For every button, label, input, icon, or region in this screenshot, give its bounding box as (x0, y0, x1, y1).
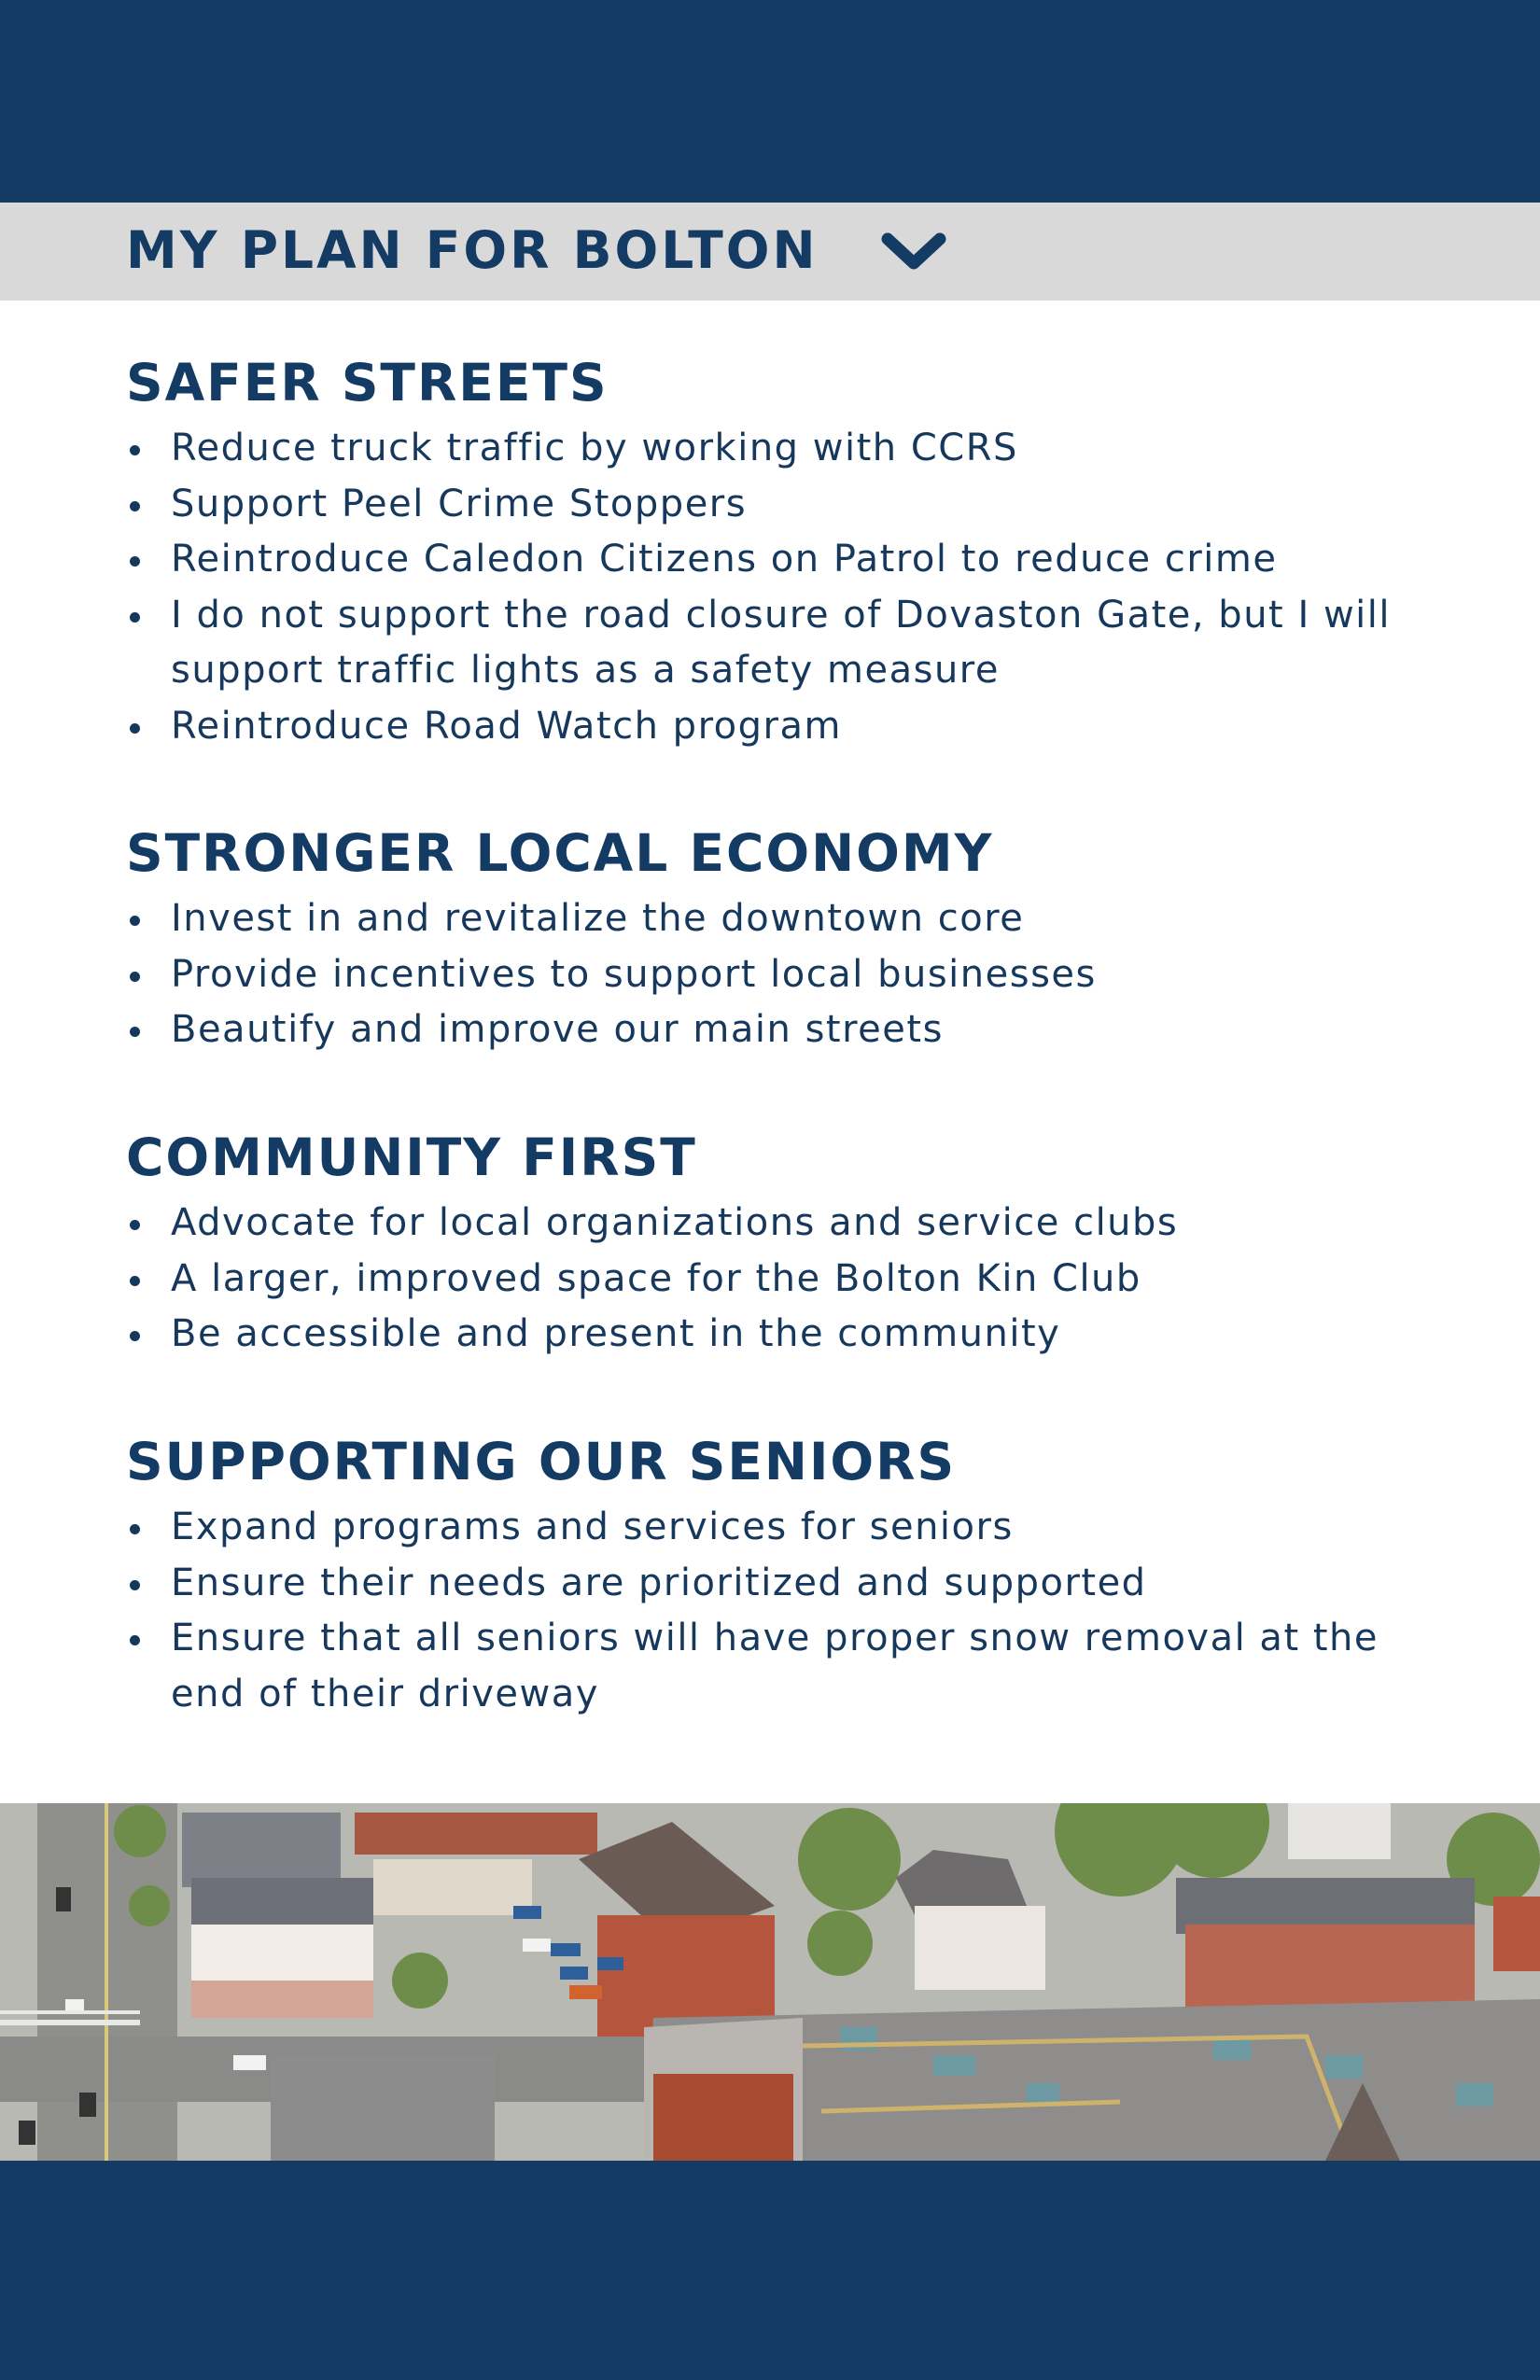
list-item: Invest in and revitalize the downtown core (126, 891, 1433, 947)
bullet-list (126, 891, 1433, 1058)
aerial-town-photo (0, 1803, 1540, 2161)
section-community-first (126, 1125, 1433, 1363)
list-item: Be accessible and present in the community (126, 1307, 1433, 1363)
chevron-down-icon[interactable] (880, 230, 947, 274)
list-item: Ensure their needs are prioritized and supported (126, 1556, 1433, 1612)
section-safer-streets (126, 350, 1433, 754)
list-item: Reduce truck traffic by working with CCRS (126, 421, 1433, 477)
list-item: Provide incentives to support local businesses (126, 947, 1433, 1003)
section-heading: STRONGER LOCAL ECONOMY (126, 823, 994, 883)
bullet-list (126, 421, 1433, 754)
list-item: Expand programs and services for seniors (126, 1500, 1433, 1556)
list-item: Reintroduce Road Watch program (126, 699, 1433, 755)
list-item: A larger, improved space for the Bolton Kin Club (126, 1252, 1433, 1308)
bullet-list (126, 1196, 1433, 1363)
section-stronger-local-economy (126, 820, 1433, 1058)
list-item: Support Peel Crime Stoppers (126, 477, 1433, 533)
section-heading: COMMUNITY FIRST (126, 1127, 697, 1187)
bottom-banner (0, 2161, 1540, 2380)
list-item: Beautify and improve our main streets (126, 1002, 1433, 1058)
section-supporting-our-seniors (126, 1429, 1433, 1722)
list-item: Advocate for local organizations and service clubs (126, 1196, 1433, 1252)
list-item: Ensure that all seniors will have proper snow removal at the end of their driveway (126, 1611, 1433, 1722)
section-heading: SAFER STREETS (126, 353, 609, 413)
bullet-list (126, 1500, 1433, 1722)
plan-title: MY PLAN FOR BOLTON (126, 220, 819, 280)
section-heading: SUPPORTING OUR SENIORS (126, 1432, 957, 1491)
list-item: I do not support the road closure of Dovaston Gate, but I will support traffic lights as a safety measure (126, 588, 1433, 699)
top-banner (0, 0, 1540, 203)
list-item: Reintroduce Caledon Citizens on Patrol to reduce crime (126, 532, 1433, 588)
